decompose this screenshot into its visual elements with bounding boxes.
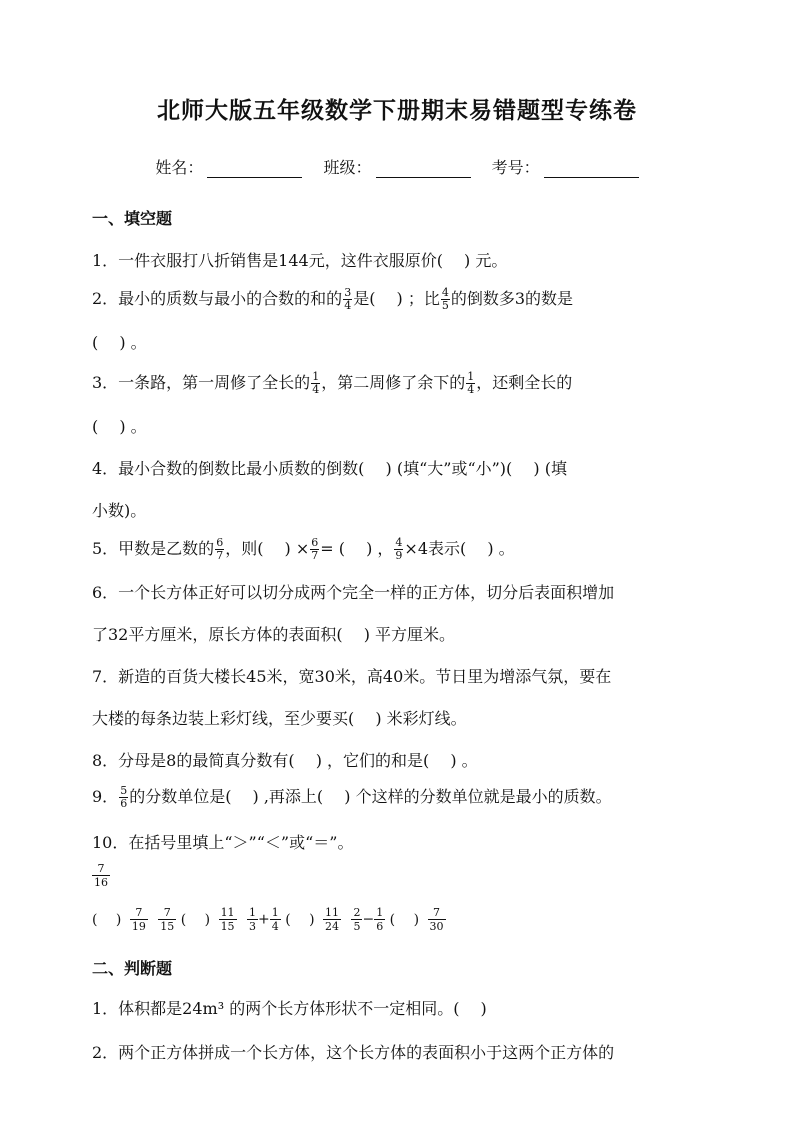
numerator: 2 xyxy=(353,906,361,919)
q10-compare-row xyxy=(92,906,712,933)
numerator: 5 xyxy=(120,784,128,797)
numerator: 7 xyxy=(92,862,110,876)
q10-fraction-3 xyxy=(219,906,237,933)
denominator: 6 xyxy=(120,797,128,810)
judge-question-2: 2．两个正方体拼成一个长方体，这个长方体的表面积小于这两个正方体的 xyxy=(92,1043,615,1062)
q5-text-c: = ( ) ， xyxy=(320,539,394,558)
denominator: 3 xyxy=(249,920,257,933)
q10-fraction-1 xyxy=(130,906,148,933)
q3-fraction-1 xyxy=(311,371,320,396)
question-7: 7．新造的百货大楼长45米，宽30米，高40米。节日里为增添气氛，要在 xyxy=(92,667,612,686)
question-9 xyxy=(92,784,712,810)
answer-paren-4[interactable]: ( ) xyxy=(389,911,420,928)
class-blank[interactable] xyxy=(376,161,471,178)
denominator: 4 xyxy=(271,920,279,933)
q10-fraction-6a xyxy=(351,906,362,933)
name-field xyxy=(155,155,302,178)
section-fill-blank: 一、填空题 xyxy=(92,209,173,228)
q5-text-d: ×4表示( ) 。 xyxy=(404,539,515,558)
denominator: 24 xyxy=(325,920,340,933)
numerator: 6 xyxy=(311,536,319,549)
question-4-cont: 小数)。 xyxy=(92,501,147,520)
q10-fraction-5 xyxy=(323,906,341,933)
numerator: 11 xyxy=(220,906,235,919)
q3-fraction-2 xyxy=(466,371,475,396)
denominator: 16 xyxy=(94,876,108,889)
question-6-cont: 了32平方厘米，原长方体的表面积( ) 平方厘米。 xyxy=(92,625,456,644)
page-title: 北师大版五年级数学下册期末易错题型专练卷 xyxy=(157,97,637,124)
exam-no-label: 考号： xyxy=(491,158,540,177)
numerator: 7 xyxy=(158,906,176,920)
numerator: 7 xyxy=(130,906,148,920)
answer-paren-1[interactable]: ( ) xyxy=(92,911,122,928)
numerator: 7 xyxy=(428,906,446,920)
q5-fraction-2 xyxy=(310,537,319,562)
numerator: 1 xyxy=(312,370,320,383)
plus-sign: + xyxy=(258,911,270,928)
denominator: 19 xyxy=(131,920,146,933)
numerator: 6 xyxy=(216,536,224,549)
denominator: 4 xyxy=(467,383,475,396)
q5-fraction-3 xyxy=(394,537,403,562)
numerator: 1 xyxy=(271,906,279,919)
q5-text-a: 5．甲数是乙数的 xyxy=(92,539,215,558)
q5-fraction-1 xyxy=(215,537,224,562)
denominator: 6 xyxy=(376,920,384,933)
q9-fraction xyxy=(119,785,128,810)
q3-text-a: 3．一条路，第一周修了全长的 xyxy=(92,373,311,392)
q10-lead-fraction xyxy=(92,862,110,889)
q2-text-a: 2．最小的质数与最小的合数的和的 xyxy=(92,289,343,308)
q9-text-a: 9． xyxy=(92,787,119,806)
question-1: 1．一件衣服打八折销售是144元，这件衣服原价( ) 元。 xyxy=(92,251,508,270)
exam-no-field xyxy=(492,155,639,178)
answer-paren-3[interactable]: ( ) xyxy=(285,911,315,928)
q10-fraction-2 xyxy=(158,906,176,933)
minus-sign: − xyxy=(362,911,375,928)
q10-fraction-7 xyxy=(428,906,446,933)
exam-no-blank[interactable] xyxy=(544,161,639,178)
denominator: 15 xyxy=(220,920,235,933)
q3-text-b: ，第二周修了余下的 xyxy=(321,373,466,392)
class-label: 班级： xyxy=(323,158,372,177)
q2-fraction-2 xyxy=(441,287,450,312)
numerator: 4 xyxy=(395,536,403,549)
q10-fraction-6b xyxy=(374,906,385,933)
denominator: 9 xyxy=(395,549,403,562)
question-3-cont: ( ) 。 xyxy=(92,417,147,436)
question-7-cont: 大楼的每条边装上彩灯线，至少要买( ) 米彩灯线。 xyxy=(92,709,467,728)
denominator: 4 xyxy=(312,383,320,396)
q9-text-b: 的分数单位是( ) ,再添上( ) 个这样的分数单位就是最小的质数。 xyxy=(129,787,612,806)
question-2-cont: ( ) 。 xyxy=(92,333,147,352)
numerator: 1 xyxy=(249,906,257,919)
section-true-false: 二、判断题 xyxy=(92,959,173,978)
class-field xyxy=(323,155,470,178)
numerator: 1 xyxy=(467,370,475,383)
numerator: 3 xyxy=(344,286,352,299)
denominator: 7 xyxy=(216,549,224,562)
question-2 xyxy=(92,286,712,312)
student-info-row xyxy=(0,155,794,178)
q3-text-c: ，还剩全长的 xyxy=(476,373,573,392)
denominator: 5 xyxy=(353,920,361,933)
answer-paren-2[interactable]: ( ) xyxy=(180,911,211,928)
denominator: 15 xyxy=(160,920,175,933)
question-5 xyxy=(92,536,712,562)
q10-fraction-4a xyxy=(247,906,258,933)
question-10: 10．在括号里填上“＞”“＜”或“＝”。 xyxy=(92,833,354,852)
numerator: 1 xyxy=(376,906,384,919)
denominator: 4 xyxy=(344,299,352,312)
q2-text-b: 是( ) ；比 xyxy=(353,289,440,308)
numerator: 4 xyxy=(441,286,449,299)
denominator: 7 xyxy=(311,549,319,562)
q5-text-b: ，则( ) × xyxy=(225,539,310,558)
judge-question-1: 1．体积都是24m³ 的两个长方体形状不一定相同。( ) xyxy=(92,999,487,1018)
name-blank[interactable] xyxy=(207,161,302,178)
denominator: 5 xyxy=(441,299,449,312)
question-3 xyxy=(92,370,712,396)
q10-fraction-4b xyxy=(270,906,281,933)
denominator: 30 xyxy=(429,920,444,933)
question-4: 4．最小合数的倒数比最小质数的倒数( ) (填“大”或“小”)( ) (填 xyxy=(92,459,567,478)
numerator: 11 xyxy=(325,906,340,919)
question-6: 6．一个长方体正好可以切分成两个完全一样的正方体，切分后表面积增加 xyxy=(92,583,615,602)
q2-text-c: 的倒数多3的数是 xyxy=(450,289,574,308)
q2-fraction-1 xyxy=(343,287,352,312)
q10-lead-fraction-row xyxy=(92,862,712,889)
question-8: 8．分母是8的最简真分数有( ) ，它们的和是( ) 。 xyxy=(92,751,478,770)
name-label: 姓名： xyxy=(155,158,204,177)
